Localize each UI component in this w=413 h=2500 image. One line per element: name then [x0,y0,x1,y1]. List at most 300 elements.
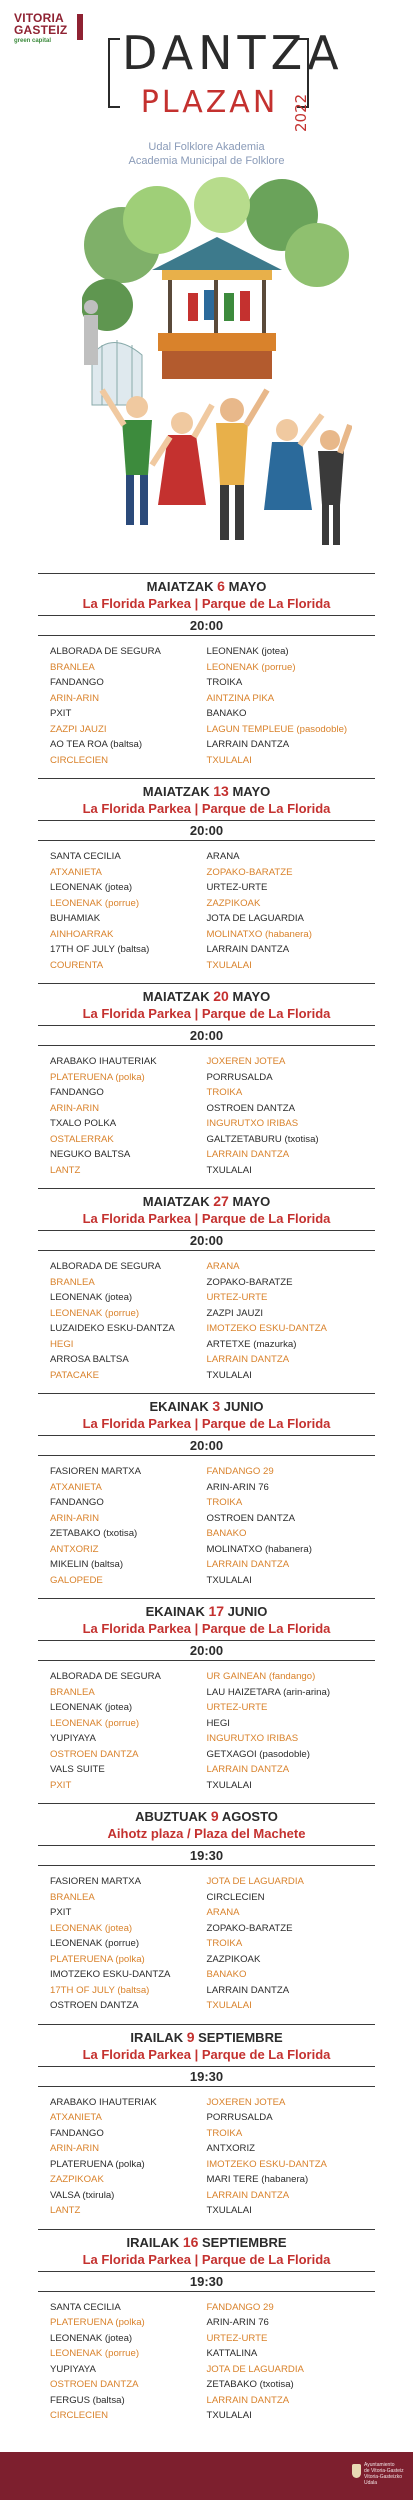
dance-name: LAGUN TEMPLEUE [206,723,294,735]
dance-type: (jotea) [102,1702,133,1713]
dance-item [50,1669,207,1685]
dance-name: COURENTA [50,959,104,971]
dance-name: LARRAIN DANTZA [206,944,290,955]
dance-name: TXULALAI [206,1574,252,1586]
dance-item [50,1747,207,1763]
dance-item [207,644,364,660]
event-month-spanish: MAYO [228,784,271,799]
dance-name: LUZAIDEKO ESKU-DANTZA [50,1323,175,1334]
event-month-spanish: AGOSTO [218,1809,278,1824]
dance-item [207,1526,364,1542]
dance-type: (porrue) [102,897,140,909]
dance-name: YUPIYAYA [50,1733,96,1744]
dance-name: ARIN-ARIN 76 [206,1481,269,1493]
dance-type: (mazurka) [250,1338,297,1350]
dance-item [207,1542,364,1558]
dance-name: LARRAIN DANTZA [206,1984,290,1996]
event-block [0,1803,413,2024]
dance-item [207,927,364,943]
dance-item [50,644,207,660]
poster-header [0,0,413,560]
dance-program [38,1866,375,2024]
dance-name: URTEZ-URTE [206,2332,268,2344]
dance-item [207,1054,364,1070]
dance-name: KATTALINA [206,2348,258,2359]
vitoria-gasteiz-logo [14,12,84,44]
dance-item [50,2126,207,2142]
dance-item [50,1306,207,1322]
dance-name: YUPIYAYA [50,2363,96,2375]
dance-name: ARIN-ARIN [50,1102,100,1114]
dance-name: FANDANGO [50,1497,104,1508]
dance-name: OSTROEN DANTZA [50,2000,139,2011]
footer-credit [364,2462,412,2486]
dance-name: PXIT [50,1907,72,1918]
event-time: 19:30 [38,1845,375,1866]
dance-name: ARANA [206,1907,240,1918]
dance-item [207,2393,364,2409]
event-place: La Florida Parkea | Parque de La Florida [82,1006,331,1021]
dance-column-left [50,1464,207,1588]
dance-name: PLATERUENA [50,2317,113,2328]
dance-type: (habanera) [262,928,312,940]
dance-name: SANTA CECILIA [50,851,121,862]
dance-program [38,1046,375,1188]
dance-name: IMOTZEKO ESKU-DANTZA [206,1323,327,1334]
dance-item [207,865,364,881]
event-date [38,2234,375,2251]
event-block [0,1393,413,1598]
dance-name: TXULALAI [206,1164,252,1176]
dance-name: LANTZ [50,1164,81,1176]
dance-item [207,1998,364,2014]
dance-item [50,2172,207,2188]
dance-name: ARTETXE [206,1338,251,1350]
dance-item [50,2377,207,2393]
dance-column-left [50,1054,207,1178]
dance-item [50,675,207,691]
dance-name: ZAZPI JAUZI [50,723,107,735]
dance-name: AO TEA ROA [50,739,108,750]
dance-item [50,1762,207,1778]
event-place: La Florida Parkea | Parque de La Florida [82,2046,331,2062]
dance-name: FANDANGO 29 [206,2301,274,2313]
event-block [0,573,413,778]
dance-item [50,1573,207,1589]
dance-name: ARROSA BALTSA [50,1354,129,1365]
dance-item [207,1352,364,1368]
dance-type: (porrue) [102,1717,140,1729]
dance-item [207,1116,364,1132]
dance-name: PLATERUENA [50,2158,113,2170]
dance-item [50,2095,207,2111]
dance-item [50,1874,207,1890]
dance-item [207,911,364,927]
dance-name: LEONENAK [50,897,103,909]
event-header [38,2024,375,2087]
event-block [0,1598,413,1803]
dance-item [207,1480,364,1496]
event-day-number: 6 [217,578,225,594]
dance-name: LARRAIN DANTZA [206,2189,290,2201]
dance-name: ARANA [206,851,240,862]
event-header [38,983,375,1046]
dance-item [207,1070,364,1086]
dance-name: ARIN-ARIN [50,2143,100,2154]
dance-type: (txirula) [79,2189,115,2201]
dance-name: OSTROEN DANTZA [50,1748,139,1760]
dance-item [207,1368,364,1384]
dance-name: ZETABAKO [206,2379,257,2390]
dance-name: IMOTZEKO ESKU-DANTZA [206,2158,327,2170]
dance-name: TXULALAI [206,754,252,766]
dance-name: ANTXORIZ [206,2143,256,2154]
dance-item [207,1275,364,1291]
dance-item [207,2126,364,2142]
dance-name: URTEZ-URTE [206,882,268,893]
dance-item [207,1669,364,1685]
dance-name: IMOTZEKO ESKU-DANTZA [50,1969,171,1980]
dance-name: LEONENAK [206,661,259,673]
footer-line-3: Vitoria-Gasteizko [364,2474,402,2480]
dance-item [50,1085,207,1101]
event-header [38,1393,375,1456]
dance-item [207,1936,364,1952]
events-list [0,573,413,2434]
dance-type: (porrue) [102,2348,140,2359]
dance-item [207,1132,364,1148]
dance-item [50,1259,207,1275]
logo-exclamation-icon [77,14,83,40]
dance-name: OSTROEN DANTZA [206,1102,295,1114]
dance-item [50,753,207,769]
dance-name: LARRAIN DANTZA [206,2394,290,2406]
dance-item [50,1352,207,1368]
dance-column-left [50,1669,207,1793]
dance-name: TXULALAI [206,1369,252,1381]
dance-type: (polka) [112,1071,145,1083]
dance-item [50,1495,207,1511]
dance-name: LEONENAK [50,882,103,893]
dance-item [207,1511,364,1527]
title-line-2: PLAZAN [140,85,279,120]
dance-item [207,660,364,676]
dance-item [207,1921,364,1937]
dance-column-right [207,1464,364,1588]
dance-type: (txotisa) [100,1528,138,1539]
dance-item [207,2315,364,2331]
dance-item [50,2203,207,2219]
dance-name: PXIT [50,1779,72,1791]
dance-name: OSTALERRAK [50,1133,114,1145]
dance-name: LARRAIN DANTZA [206,739,290,750]
dance-item [207,1085,364,1101]
dance-column-left [50,1259,207,1383]
event-place: La Florida Parkea | Parque de La Florida [82,1211,331,1226]
dance-name: LEONENAK [50,1702,103,1713]
dance-item [50,2331,207,2347]
dance-name: LAU HAIZETARA [206,1686,281,1698]
dance-type: (baltsa) [89,2394,125,2406]
dance-item [207,1321,364,1337]
event-date [38,578,375,595]
dance-name: LEONENAK [50,2348,103,2359]
dance-column-right [207,1259,364,1383]
dance-item [50,2346,207,2362]
dance-item [50,1998,207,2014]
dance-item [207,2095,364,2111]
dance-item [50,1921,207,1937]
event-day-number: 16 [182,2233,199,2250]
dance-name: OSTROEN DANTZA [50,2379,139,2390]
dance-name: TXULALAI [206,959,252,971]
poster-title [122,26,344,132]
dance-item [50,1936,207,1952]
dance-name: ALBORADA DE SEGURA [50,646,161,657]
event-date [38,2029,375,2046]
dance-name: LANTZ [50,2205,81,2216]
dance-name: JOTA DE LAGUARDIA [206,913,304,924]
dance-name: VALSA [50,2189,80,2201]
event-time: 19:30 [38,2271,375,2292]
dance-item [207,1747,364,1763]
dance-item [50,1321,207,1337]
dance-item [207,1778,364,1794]
dance-column-right [207,849,364,973]
event-date [38,1808,375,1825]
event-month-spanish: SEPTIEMBRE [198,2234,287,2250]
dance-item [50,2362,207,2378]
dance-name: LEONENAK [50,1717,103,1729]
dance-item [50,1275,207,1291]
logo-line-1: VITORIA [14,11,64,25]
footer-line-2: de Vitoria-Gasteiz [364,2468,404,2474]
dance-column-right [207,2300,364,2424]
dance-name: BRANLEA [50,1686,95,1698]
dance-item [207,1967,364,1983]
dance-item [207,1700,364,1716]
dance-name: ARANA [206,1261,240,1272]
dance-item [50,1542,207,1558]
dance-name: GETXAGOI [206,1748,257,1760]
dance-program [38,1456,375,1598]
dance-item [50,1557,207,1573]
dance-item [207,1495,364,1511]
dance-name: INGURUTXO IRIBAS [206,1118,299,1129]
dance-item [50,927,207,943]
dance-type: (porrue) [102,1938,140,1949]
dance-item [50,2393,207,2409]
event-place: La Florida Parkea | Parque de La Florida [82,596,331,611]
dance-name: FASIOREN MARTXA [50,1466,141,1477]
dance-item [50,911,207,927]
dance-name: LEONENAK [206,646,259,657]
dance-item [50,1116,207,1132]
dance-item [50,1070,207,1086]
dance-item [50,849,207,865]
dance-item [50,1147,207,1163]
event-block [0,1188,413,1393]
dance-name: FERGUS [50,2394,90,2406]
dance-type: (txotisa) [281,1133,319,1145]
dance-name: TROIKA [206,1087,243,1098]
dance-name: JOTA DE LAGUARDIA [206,2363,304,2375]
dance-name: FASIOREN MARTXA [50,1876,141,1887]
dance-item [50,722,207,738]
dance-item [207,2300,364,2316]
dance-name: CIRCLECIEN [206,1891,265,1903]
dance-name: GALOPEDE [50,1574,103,1586]
dance-item [50,1163,207,1179]
dance-program [38,1661,375,1803]
dance-type: (jotea) [258,646,289,657]
event-month-spanish: JUNIO [220,1399,264,1414]
dance-name: ATXANIETA [50,2112,102,2123]
dance-type: (porrue) [102,1307,140,1319]
dance-item [50,1731,207,1747]
dance-name: LEONENAK [50,1922,103,1934]
event-month-basque: MAIATZAK [146,579,218,594]
dance-name: CIRCLECIEN [50,2410,109,2421]
dance-type: (jotea) [102,1922,133,1934]
event-date [38,783,375,800]
dance-name: PLATERUENA [50,1071,113,1083]
dance-name: URTEZ-URTE [206,1292,268,1303]
dance-item [207,1731,364,1747]
dance-type: (baltsa) [88,1559,124,1570]
dance-item [50,737,207,753]
event-date [38,1603,375,1620]
dance-name: BRANLEA [50,1276,95,1288]
event-month-spanish: MAYO [228,989,271,1004]
dance-item [207,675,364,691]
dance-name: ZETABAKO [50,1528,101,1539]
dance-item [50,1054,207,1070]
dance-name: MOLINATXO [206,928,263,940]
dance-item [207,958,364,974]
dance-name: LARRAIN DANTZA [206,1764,290,1775]
logo-line-2: GASTEIZ [14,23,68,37]
event-time: 20:00 [38,615,375,636]
event-time: 20:00 [38,1640,375,1661]
dance-type: (txotisa) [256,2379,294,2390]
subtitle [0,140,413,168]
dance-item [50,2315,207,2331]
dance-name: TROIKA [206,677,243,688]
dance-item [207,2188,364,2204]
event-month-spanish: SEPTIEMBRE [194,2029,283,2045]
dance-item [50,1700,207,1716]
dance-item [50,1101,207,1117]
dance-name: HEGI [50,1338,74,1350]
dance-name: UR GAINEAN [206,1671,267,1682]
dance-item [207,1685,364,1701]
dance-name: TROIKA [206,1938,243,1949]
dance-item [207,2110,364,2126]
dance-name: ZOPAKO-BARATZE [206,866,293,878]
dance-name: LARRAIN DANTZA [206,1149,290,1160]
dance-type: (porrue) [258,661,296,673]
dance-column-right [207,2095,364,2219]
dance-name: MARI TERE [206,2174,259,2185]
event-month-basque: IRAILAK [130,2029,187,2045]
dance-item [50,942,207,958]
event-block [0,2024,413,2229]
dance-name: ALBORADA DE SEGURA [50,1261,161,1272]
dance-item [207,1290,364,1306]
dance-item [50,880,207,896]
dance-item [207,1306,364,1322]
dance-type: (jotea) [102,882,133,893]
event-date [38,1193,375,1210]
dance-name: VALS SUITE [50,1764,105,1775]
dance-name: TXULALAI [206,2205,252,2216]
dance-item [50,2300,207,2316]
dance-item [50,1890,207,1906]
dance-item [207,849,364,865]
dance-item [207,2346,364,2362]
event-day-number: 17 [208,1603,225,1619]
dance-item [207,2157,364,2173]
dance-item [207,1557,364,1573]
dance-name: ATXANIETA [50,1481,102,1493]
dance-item [207,2141,364,2157]
city-crest-icon [352,2464,361,2478]
dance-column-left [50,1874,207,2014]
event-day-number: 27 [213,1193,229,1209]
event-place: La Florida Parkea | Parque de La Florida [82,801,331,816]
event-header [38,2229,375,2292]
title-line-1: DANTZA [122,26,344,80]
event-day-number: 9 [210,1808,219,1824]
dance-item [207,706,364,722]
dance-type: (fandango) [266,1671,316,1682]
dance-name: LEONENAK [50,2332,103,2344]
dance-name: 17TH OF JULY [50,1984,115,1996]
title-year: 2022 [292,93,310,132]
dance-type: (baltsa) [107,739,143,750]
dance-name: JOTA DE LAGUARDIA [206,1876,304,1887]
event-header [38,778,375,841]
dance-name: ZAZPIKOAK [50,2174,104,2185]
dance-name: JOXEREN JOTEA [206,1056,286,1067]
dance-name: AINTZINA PIKA [206,692,275,704]
dance-name: MIKELIN [50,1559,89,1570]
footer-line-4: Udala [364,2480,378,2486]
dance-name: 17TH OF JULY [50,944,115,955]
dance-name: TXALO POLKA [50,1118,117,1129]
event-day-number: 20 [213,988,229,1004]
dance-column-right [207,1874,364,2014]
dance-item [50,1526,207,1542]
dance-item [50,1368,207,1384]
dance-item [50,1905,207,1921]
dance-name: HEGI [206,1717,230,1729]
footer-bar [0,2452,413,2500]
dance-item [50,706,207,722]
event-month-spanish: JUNIO [224,1604,268,1619]
dance-type: (polka) [112,2317,145,2328]
event-day-number: 13 [213,783,229,799]
dance-name: AINHOARRAK [50,928,114,940]
dance-name: ALBORADA DE SEGURA [50,1671,161,1682]
dance-type: (pasodoble) [293,723,348,735]
event-time: 19:30 [38,2066,375,2087]
dance-item [207,1952,364,1968]
dance-type: (polka) [112,2158,145,2170]
dance-item [50,2188,207,2204]
dance-name: ZAZPIKOAK [206,897,261,909]
